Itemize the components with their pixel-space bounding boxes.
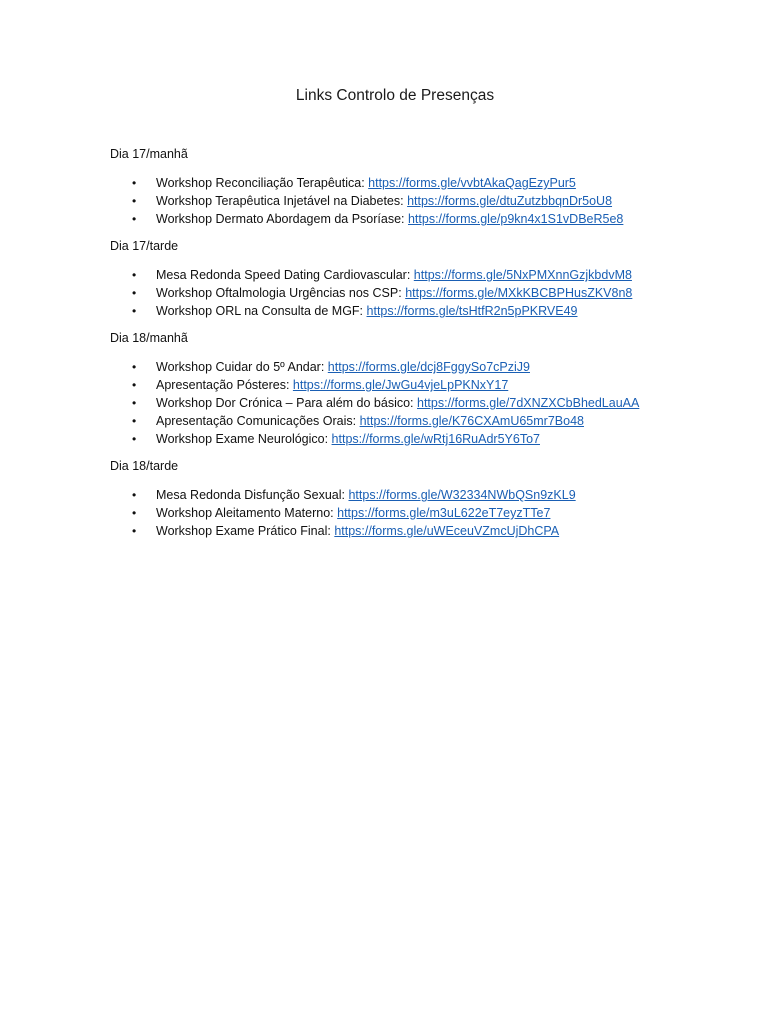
form-link[interactable]: https://forms.gle/W32334NWbQSn9zKL9 bbox=[348, 488, 576, 502]
item-label: Apresentação Comunicações Orais: bbox=[156, 414, 360, 428]
bullet-icon: • bbox=[132, 194, 137, 208]
item-label: Workshop Reconciliação Terapêutica: bbox=[156, 176, 369, 190]
section bbox=[110, 330, 750, 448]
form-link[interactable]: https://forms.gle/7dXNZXCbBhedLauAA bbox=[417, 396, 640, 410]
list-item bbox=[110, 358, 750, 376]
list-item bbox=[110, 430, 750, 448]
link-list bbox=[110, 266, 750, 320]
item-label: Workshop Exame Prático Final: bbox=[156, 524, 335, 538]
form-link[interactable]: https://forms.gle/p9kn4x1S1vDBeR5e8 bbox=[407, 212, 624, 226]
list-item bbox=[110, 302, 750, 320]
item-label: Mesa Redonda Disfunção Sexual: bbox=[156, 488, 349, 502]
section-heading: Dia 17/manhã bbox=[110, 147, 188, 161]
section-heading: Dia 17/tarde bbox=[110, 239, 179, 253]
item-label: Apresentação Pósteres: bbox=[156, 378, 293, 392]
list-item bbox=[110, 412, 750, 430]
bullet-icon: • bbox=[132, 506, 137, 520]
form-link[interactable]: https://forms.gle/K76CXAmU65mr7Bo48 bbox=[359, 414, 584, 428]
bullet-icon: • bbox=[132, 268, 137, 282]
item-label: Workshop Dermato Abordagem da Psoríase: bbox=[156, 212, 408, 226]
bullet-icon: • bbox=[132, 304, 137, 318]
form-link[interactable]: https://forms.gle/MXkKBCBPHusZKV8n8 bbox=[405, 286, 633, 300]
form-link[interactable]: https://forms.gle/wRtj16RuAdr5Y6To7 bbox=[331, 432, 540, 446]
form-link[interactable]: https://forms.gle/m3uL622eT7eyzTTe7 bbox=[337, 506, 551, 520]
list-item bbox=[110, 210, 750, 228]
bullet-icon: • bbox=[132, 360, 137, 374]
bullet-icon: • bbox=[132, 432, 137, 446]
form-link[interactable]: https://forms.gle/vvbtAkaQagEzyPur5 bbox=[368, 176, 576, 190]
form-link[interactable]: https://forms.gle/uWEceuVZmcUjDhCPA bbox=[334, 524, 560, 538]
item-label: Workshop Dor Crónica – Para além do básico: bbox=[156, 396, 417, 410]
item-label: Workshop Oftalmologia Urgências nos CSP: bbox=[156, 286, 406, 300]
bullet-icon: • bbox=[132, 414, 137, 428]
bullet-icon: • bbox=[132, 488, 137, 502]
form-link[interactable]: https://forms.gle/JwGu4vjeLpPKNxY17 bbox=[292, 378, 509, 392]
list-item bbox=[110, 504, 750, 522]
section bbox=[110, 238, 750, 320]
bullet-icon: • bbox=[132, 286, 137, 300]
bullet-icon: • bbox=[132, 396, 137, 410]
form-link[interactable]: https://forms.gle/5NxPMXnnGzjkbdvM8 bbox=[413, 268, 632, 282]
bullet-icon: • bbox=[132, 378, 137, 392]
form-link[interactable]: https://forms.gle/dtuZutzbbqnDr5oU8 bbox=[407, 194, 613, 208]
list-item bbox=[110, 522, 750, 540]
item-label: Workshop Cuidar do 5º Andar: bbox=[156, 360, 328, 374]
section bbox=[110, 146, 750, 228]
list-item bbox=[110, 394, 750, 412]
list-item bbox=[110, 174, 750, 192]
list-item bbox=[110, 266, 750, 284]
list-item bbox=[110, 376, 750, 394]
list-item bbox=[110, 192, 750, 210]
bullet-icon: • bbox=[132, 212, 137, 226]
document-body bbox=[110, 146, 750, 550]
page-title: Links Controlo de Presenças bbox=[295, 87, 495, 104]
link-list bbox=[110, 486, 750, 540]
bullet-icon: • bbox=[132, 524, 137, 538]
item-label: Workshop ORL na Consulta de MGF: bbox=[156, 304, 367, 318]
bullet-icon: • bbox=[132, 176, 137, 190]
item-label: Mesa Redonda Speed Dating Cardiovascular: bbox=[156, 268, 414, 282]
section-heading: Dia 18/manhã bbox=[110, 331, 188, 345]
list-item bbox=[110, 486, 750, 504]
link-list bbox=[110, 174, 750, 228]
item-label: Workshop Aleitamento Materno: bbox=[156, 506, 338, 520]
section-heading: Dia 18/tarde bbox=[110, 459, 179, 473]
form-link[interactable]: https://forms.gle/dcj8FggySo7cPziJ9 bbox=[327, 360, 530, 374]
link-list bbox=[110, 358, 750, 448]
form-link[interactable]: https://forms.gle/tsHtfR2n5pPKRVE49 bbox=[366, 304, 578, 318]
list-item bbox=[110, 284, 750, 302]
item-label: Workshop Terapêutica Injetável na Diabetes: bbox=[156, 194, 408, 208]
section bbox=[110, 458, 750, 540]
item-label: Workshop Exame Neurológico: bbox=[156, 432, 332, 446]
